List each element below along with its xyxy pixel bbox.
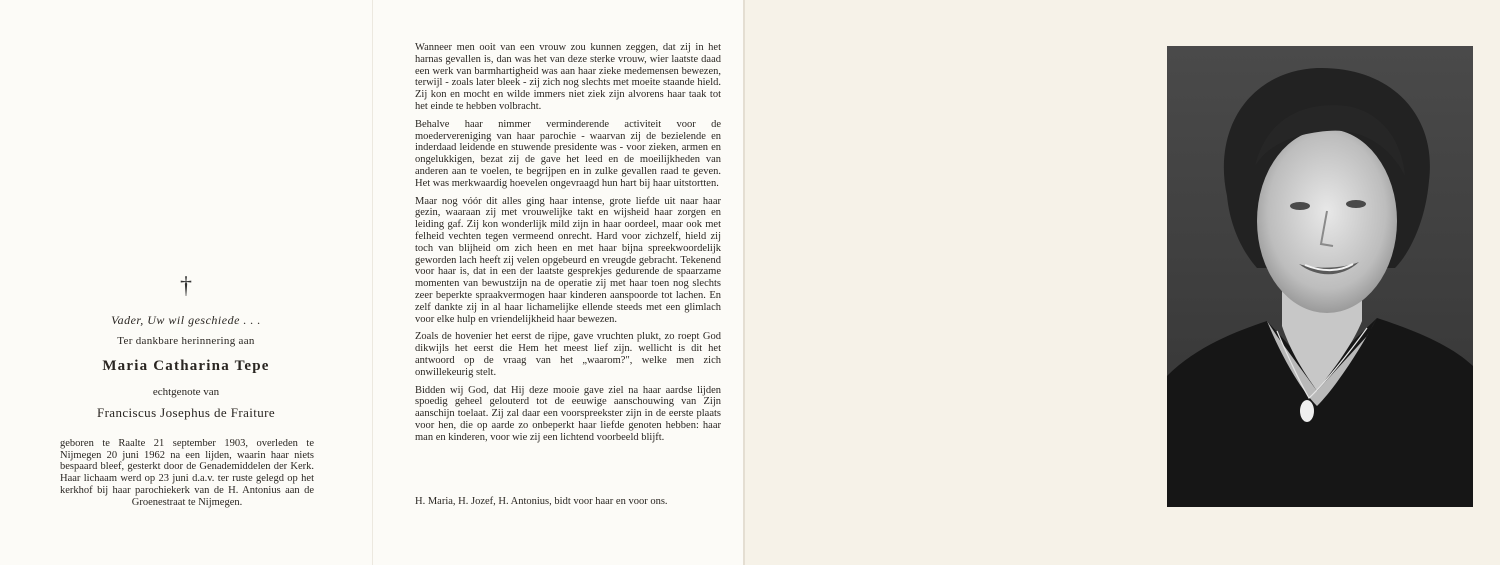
intro-text: Ter dankbare herinnering aan (117, 335, 255, 347)
paragraph: Maar nog vóór dit alles ging haar intense, grote liefde uit naar haar gezin, waaraan zij met vrouwelijke takt en wijsheid haar zorgen en leiding gaf. Zij kon wonderlijk mild zijn in haar oordeel, maar ook met felheid vechten tegen vermeend onrecht. Hard voor zichzelf, hield zij toch van blijheid om zich heen en met haar bijna spreekwoordelijk geworden lach heeft zij velen opgebeurd en vreugde gebracht. Tekenend voor haar is, dat in een der laatste gesprekjes gedurende de spaarzame momenten van bewustzijn na de operatie zij met haar toen nog slechts zeer beperkte spraakvermogen haar kinderen aanspoorde tot lachen. En zelf dankte zij in al haar lichamelijke ellende steeds met een glimlach voor elke hulp en vriendelijkheid haar bewezen. (415, 195, 721, 325)
portrait-photo (1167, 46, 1473, 507)
card-fold-line (372, 0, 373, 565)
cross-icon: † (180, 273, 192, 299)
memorial-card-inner (0, 0, 745, 565)
closing-prayer: H. Maria, H. Jozef, H. Antonius, bidt voor haar en voor ons. (415, 496, 668, 507)
paragraph: Wanneer men ooit van een vrouw zou kunnen zeggen, dat zij in het harnas gevallen is, dan was het van deze sterke vrouw, wier laatste daad een werk van barmhartigheid was aan haar zieke medemensen bewezen, terwijl - zoals later bleek - zij zich nog slechts met moeite staande hield. Zij kon en mocht en wilde immers niet ziek zijn alvorens haar taak tot het einde te hebben volbracht. (415, 42, 721, 112)
paragraph: Zoals de hovenier het eerst de rijpe, gave vruchten plukt, zo roept God dikwijls het eerst die Hem het meest lief zijn. wellicht is dit het antwoord op de vraag van het „waarom?", welke men zich onwillekeurig stelt. (415, 331, 721, 378)
spouse-name: Franciscus Josephus de Fraiture (96, 405, 276, 420)
paragraph: Behalve haar nimmer verminderende activiteit voor de moedervereniging van haar parochie - waarvan zij de bezielende en inderdaad leidende en stuwende presidente was - voor zieken, armen en ongelukkigen, bezat zij de gave het leed en de moeilijkheden van anderen aan te voelen, te begrijpen en in zulke gevallen raad te geven. Het was merkwaardig hoevelen ongevraagd hun hart bij haar uitstortten. (415, 118, 721, 189)
deceased-name: Maria Catharina Tepe (102, 358, 270, 374)
spouse-label: echtgenote van (152, 386, 220, 398)
portrait-illustration (1167, 46, 1473, 507)
memorial-text (415, 42, 721, 450)
motto: Vader, Uw wil geschiede . . . (111, 313, 261, 327)
paragraph: Bidden wij God, dat Hij deze mooie gave ziel na haar aardse lijden spoedig geheel gelouterd tot de eeuwige aanschouwing van Zijn aanschijn toelaat. Zij zal daar een voorspreekster zijn in de eerste plaats voor hen, die op aarde zo onbeperkt haar liefde genoten hebben: haar man en kinderen, voor wie zij een lichtend voorbeeld blijft. (415, 384, 721, 443)
biography-text: geboren te Raalte 21 september 1903, overleden te Nijmegen 20 juni 1962 na een lijden, waarin haar niets bespaard bleef, gesterkt door de Genademiddelen der Kerk. Haar lichaam werd op 23 juni d.a.v. ter ruste gelegd op het kerkhof bij haar parochiekerk van de H. Antonius aan de Groenestraat te Nijmegen. (60, 438, 314, 508)
